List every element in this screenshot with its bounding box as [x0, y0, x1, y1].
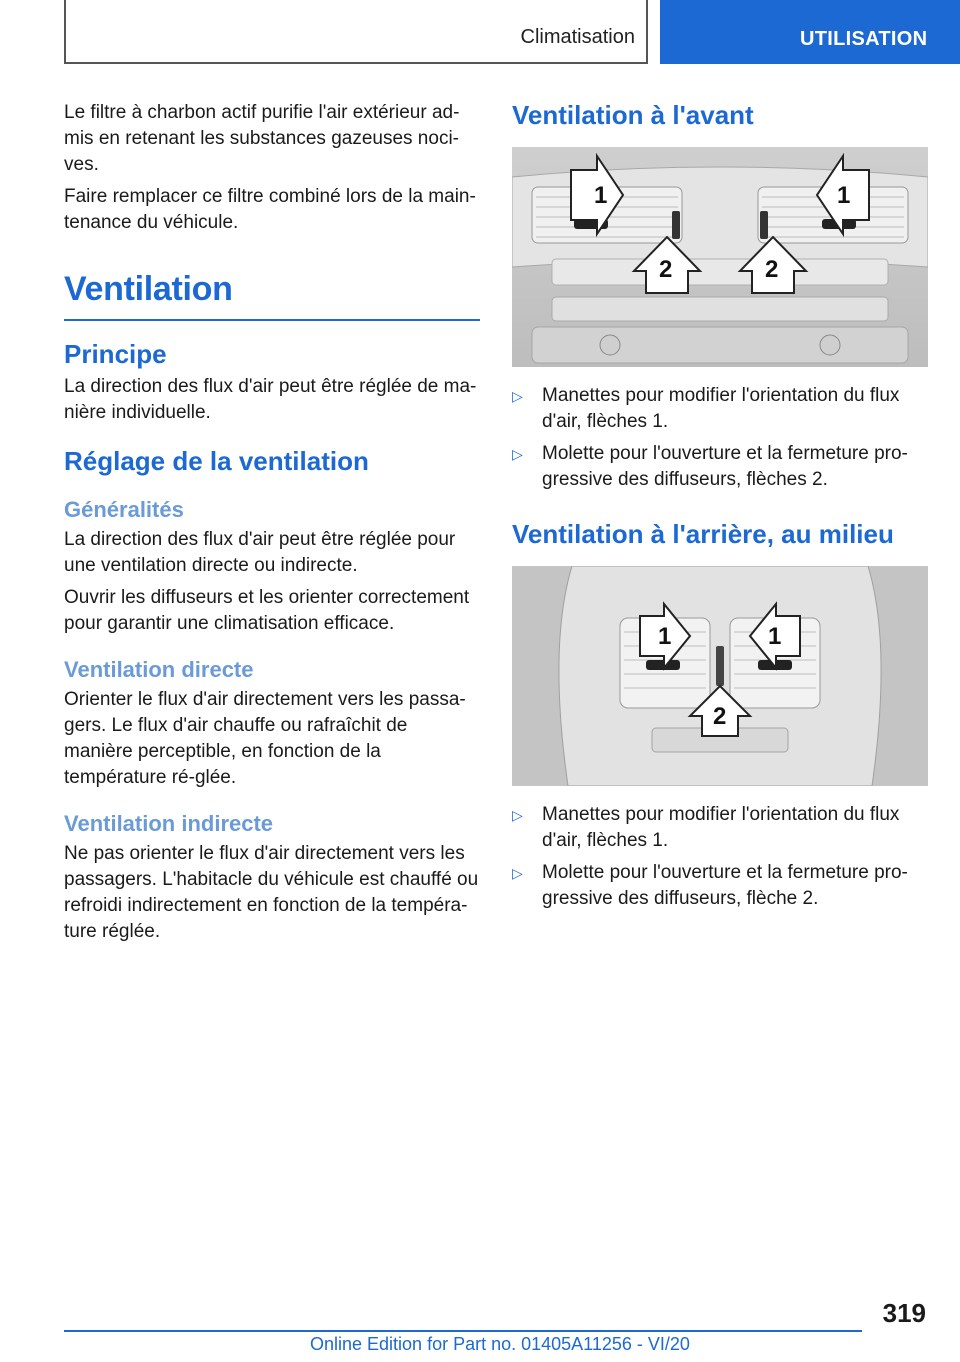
right-column [512, 100, 928, 918]
rear-list [512, 802, 928, 912]
bullet-icon: ▷ [512, 388, 523, 404]
section-title: Climatisation [520, 26, 635, 48]
list-item: ▷ Molette pour l'ouverture et la fermeture pro-gressive des diffuseurs, flèche 2. [512, 862, 908, 909]
generalites-text: Ouvrir les diffuseurs et les orienter correctement pour garantir une climatisation efficace. [64, 587, 470, 634]
callout-1: 1 [837, 182, 851, 209]
directe-text: Orienter le flux d'air directement vers les passa-gers. Le flux d'air chauffe ou rafraîchit de manière perceptible, en fonction de la température ré-glée. [64, 689, 466, 788]
front-list [512, 383, 928, 493]
rear-vents-illustration [512, 566, 928, 786]
list-item: ▷ Molette pour l'ouverture et la fermeture pro-gressive des diffuseurs, flèches 2. [512, 443, 908, 490]
bullet-icon: ▷ [512, 807, 523, 823]
list-item: ▷ Manettes pour modifier l'orientation du flux d'air, flèches 1. [512, 804, 900, 851]
heading-front-ventilation: Ventilation à l'avant [512, 100, 754, 130]
list-item: ▷ Manettes pour modifier l'orientation du flux d'air, flèches 1. [512, 385, 900, 432]
callout-2: 2 [659, 256, 673, 283]
footer-edition: Online Edition for Part no. 01405A11256 - VI/20 [310, 1334, 690, 1354]
heading-rear-ventilation: Ventilation à l'arrière, au milieu [512, 519, 894, 549]
indirecte-text: Ne pas orienter le flux d'air directement vers les passagers. L'habitacle du véhicule est chauffé ou refroidi indirectement en fonction de la tempéra-ture réglée. [64, 843, 479, 942]
page-number: 319 [882, 1298, 926, 1328]
callout-1: 1 [768, 623, 782, 650]
bullet-icon: ▷ [512, 865, 523, 881]
left-column [64, 100, 480, 951]
heading-principe: Principe [64, 339, 167, 369]
heading-directe: Ventilation directe [64, 657, 254, 682]
callout-1: 1 [658, 623, 672, 650]
front-vents-illustration [512, 147, 928, 367]
callout-2: 2 [713, 703, 727, 730]
callout-2: 2 [765, 256, 779, 283]
generalites-text: La direction des flux d'air peut être réglée pour une ventilation directe ou indirecte. [64, 529, 456, 576]
rear-vents-figure [512, 566, 928, 786]
heading-indirecte: Ventilation indirecte [64, 811, 274, 836]
chapter-tab: UTILISATION [660, 0, 960, 64]
front-vents-figure [512, 147, 928, 367]
page-title: Ventilation [64, 270, 480, 321]
intro-paragraph: Le filtre à charbon actif purifie l'air extérieur ad-mis en retenant les substances gazeuses noci-ves. [64, 102, 460, 175]
heading-reglage: Réglage de la ventilation [64, 446, 369, 476]
intro-paragraph: Faire remplacer ce filtre combiné lors de la main-tenance du véhicule. [64, 186, 476, 233]
footer-divider [64, 1330, 862, 1332]
heading-generalites: Généralités [64, 497, 184, 522]
callout-1: 1 [594, 182, 608, 209]
principe-text: La direction des flux d'air peut être réglée de ma-nière individuelle. [64, 376, 477, 423]
bullet-icon: ▷ [512, 446, 523, 462]
